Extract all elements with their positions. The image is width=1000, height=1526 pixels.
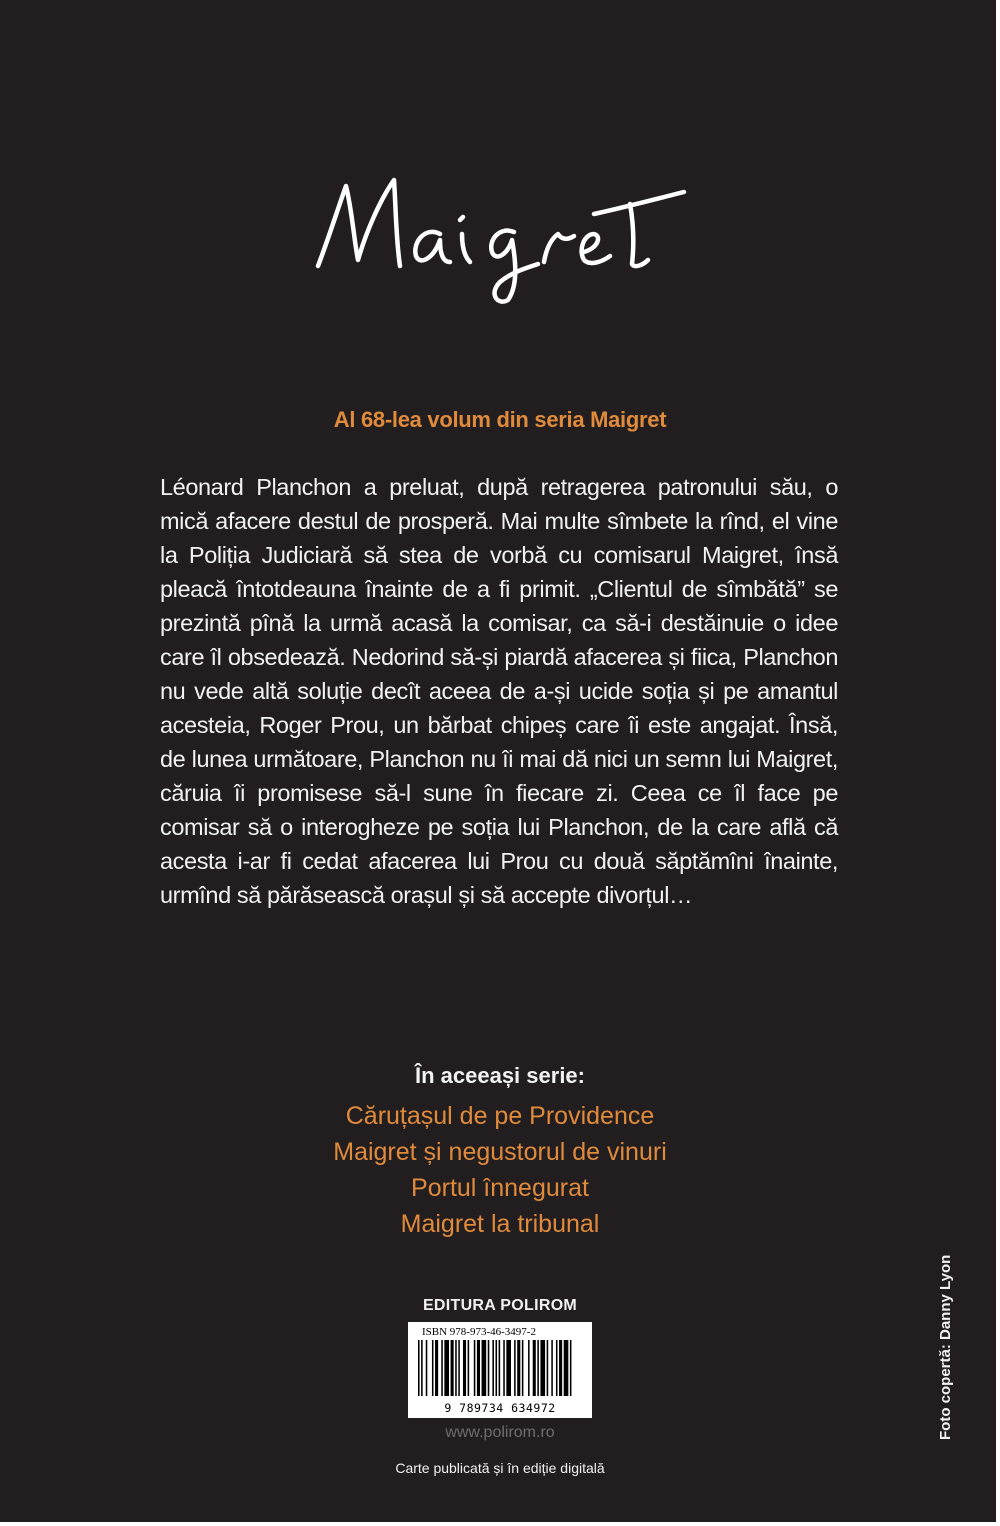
barcode-bar — [468, 1340, 470, 1396]
barcode-bar — [517, 1340, 520, 1396]
maigret-signature-logo — [312, 170, 692, 310]
barcode-bar — [522, 1340, 524, 1396]
barcode-bar — [463, 1340, 466, 1396]
barcode-bar — [455, 1340, 457, 1396]
barcode-bar — [492, 1340, 494, 1396]
barcode-bars — [416, 1340, 584, 1396]
barcode-bar — [482, 1340, 487, 1396]
book-blurb: Léonard Planchon a preluat, după retragerea patronului său, o mică afacere destul de prosperă. Mai multe sîmbete la rînd, el vine la Poliția Judiciară să stea de vorbă cu comisarul Maigret, însă pleacă întotdeauna înainte de a fi primit. „Clientul de sîmbătă” se prezintă pînă la urmă acasă la comisar, ca să-i destăinuie o idee care îl obsedează. Nedorind să-și piardă afacerea și fiica, Planchon nu vede altă soluție decît aceea de a-și ucide soția și pe amantul acesteia, Roger Prou, un bărbat chipeș care îi este angajat. Însă, de lunea următoare, Planchon nu îi mai dă nici un semn lui Maigret, căruia îi promisese să-l sune în fiecare zi. Ceea ce îl face pe comisar să o interogheze pe soția lui Planchon, de la care află că acesta i-ar fi cedat afacerea lui Prou cu două săptămîni înainte, urmînd să părăsească orașul și să accepte divorțul… — [160, 474, 838, 908]
list-item: Căruțașul de pe Providence — [345, 1102, 655, 1130]
list-item: Maigret la tribunal — [400, 1210, 600, 1238]
barcode-bar — [418, 1340, 420, 1396]
list-item: Maigret și negustorul de vinuri — [333, 1138, 667, 1166]
barcode-bar — [499, 1340, 501, 1396]
ean-digits: 9 789734 634972 — [444, 1401, 556, 1415]
barcode-bar — [551, 1340, 553, 1396]
barcode-bar — [432, 1340, 434, 1396]
barcode-bar — [477, 1340, 480, 1396]
barcode-bar — [556, 1340, 558, 1396]
same-series-list — [0, 1098, 996, 1242]
barcode-bar — [506, 1340, 511, 1396]
series-volume-line: Al 68-lea volum din seria Maigret — [333, 407, 667, 432]
barcode-bar — [421, 1340, 423, 1396]
publisher-website: www.polirom.ro — [445, 1424, 555, 1441]
barcode-bar — [559, 1340, 562, 1396]
same-series-heading: În aceeași serie: — [414, 1063, 585, 1088]
barcode-bar — [570, 1340, 572, 1396]
barcode-bar — [474, 1340, 476, 1396]
barcode-bar — [496, 1340, 498, 1396]
barcode-bar — [458, 1340, 460, 1396]
barcode-bar — [441, 1340, 443, 1396]
barcode-bar — [540, 1340, 545, 1396]
isbn-barcode — [408, 1322, 592, 1418]
digital-edition-note: Carte publicată și în ediție digitală — [395, 1460, 605, 1476]
barcode-bar — [528, 1340, 530, 1396]
barcode-bar — [444, 1340, 449, 1396]
isbn-number: ISBN 978-973-46-3497-2 — [422, 1326, 536, 1338]
list-item: Portul înnegurat — [411, 1174, 589, 1202]
barcode-bar — [547, 1340, 549, 1396]
barcode-bar — [537, 1340, 539, 1396]
barcode-bar — [503, 1340, 505, 1396]
barcode-bar — [488, 1340, 490, 1396]
barcode-bar — [435, 1340, 438, 1396]
barcode-bar — [451, 1340, 454, 1396]
barcode-bar — [426, 1340, 428, 1396]
photo-credit: Foto copertă: Danny Lyon — [937, 1254, 954, 1440]
barcode-bar — [514, 1340, 516, 1396]
publisher-name: EDITURA POLIROM — [422, 1297, 578, 1314]
barcode-bar — [533, 1340, 536, 1396]
barcode-bar — [564, 1340, 569, 1396]
